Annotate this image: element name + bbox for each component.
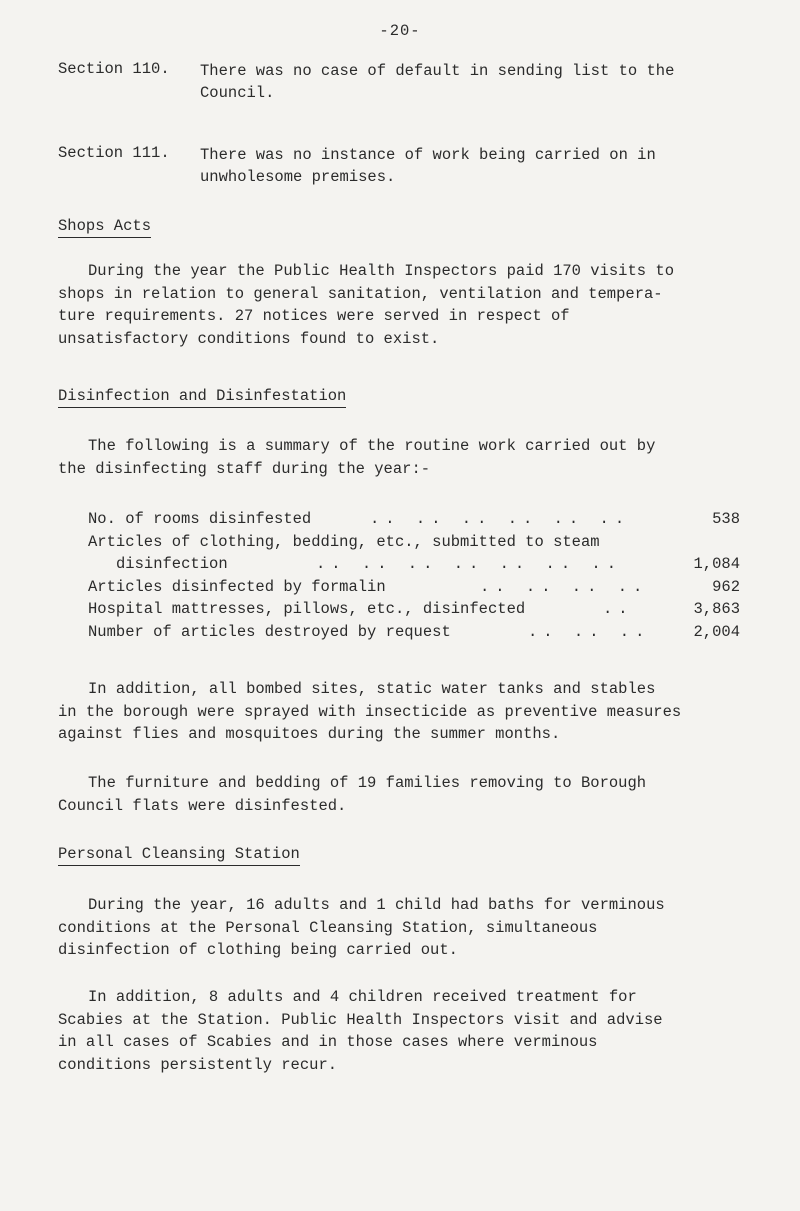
section-110-text (200, 60, 760, 104)
paragraph-line: The furniture and bedding of 19 families removing to Borough (88, 774, 647, 792)
cleansing-paragraph-2 (58, 986, 758, 1076)
row-value: 2,004 (693, 622, 740, 641)
row-label-continued: disinfection (116, 555, 228, 573)
row-label: No. of rooms disinfested (88, 510, 312, 528)
section-110-line: Council. (200, 84, 275, 102)
table-row-continued (88, 553, 748, 576)
furniture-paragraph (58, 772, 758, 817)
table-row (88, 621, 748, 644)
row-label: Articles of clothing, bedding, etc., submitted to steam (88, 532, 600, 551)
leader-dots: .. .. .. .. (480, 577, 649, 596)
paragraph-line: ture requirements. 27 notices were served in respect of (58, 307, 570, 325)
row-label: Hospital mattresses, pillows, etc., disinfected (88, 600, 526, 618)
paragraph-line: in the borough were sprayed with insecticide as preventive measures (58, 702, 682, 721)
row-value: 538 (712, 510, 740, 528)
table-row (88, 598, 748, 621)
table-row (88, 508, 748, 531)
disinfection-heading: Disinfection and Disinfestation (58, 386, 346, 408)
shops-acts-heading: Shops Acts (58, 216, 151, 238)
paragraph-line: Council flats were disinfested. (58, 796, 347, 815)
row-value: 3,863 (693, 600, 740, 618)
paragraph-line: against flies and mosquitoes during the summer months. (58, 725, 561, 743)
page-number: -20- (379, 22, 421, 40)
row-value: 1,084 (693, 555, 740, 573)
leader-dots: .. .. .. (528, 622, 651, 641)
section-111-line: unwholesome premises. (200, 168, 396, 186)
paragraph-line: unsatisfactory conditions found to exist. (58, 329, 440, 348)
paragraph-line: Scabies at the Station. Public Health Inspectors visit and advise (58, 1010, 663, 1029)
paragraph-line: During the year the Public Health Inspectors paid 170 visits to (88, 262, 674, 280)
paragraph-line: disinfection of clothing being carried out. (58, 941, 458, 959)
section-110-label: Section 110. (58, 60, 170, 78)
row-value: 962 (712, 577, 740, 596)
paragraph-line: The following is a summary of the routine work carried out by (88, 437, 656, 455)
cleansing-station-heading: Personal Cleansing Station (58, 844, 300, 866)
shops-acts-paragraph (58, 260, 758, 350)
paragraph-line: conditions at the Personal Cleansing Station, simultaneous (58, 918, 598, 937)
paragraph-line: In addition, all bombed sites, static water tanks and stables (88, 680, 656, 698)
table-row (88, 531, 748, 554)
disinfection-summary-table (88, 508, 748, 643)
row-label: Number of articles destroyed by request (88, 622, 451, 641)
leader-dots: .. .. .. .. .. .. .. (316, 555, 623, 573)
paragraph-line: shops in relation to general sanitation, ventilation and tempera- (58, 284, 663, 303)
section-111-line: There was no instance of work being carried on in (200, 146, 656, 164)
paragraph-line: conditions persistently recur. (58, 1055, 338, 1074)
paragraph-line: in all cases of Scabies and in those cases where verminous (58, 1033, 598, 1051)
section-110-line: There was no case of default in sending list to the (200, 62, 675, 80)
leader-dots: .. (603, 600, 634, 618)
cleansing-paragraph-1 (58, 894, 758, 962)
section-111-text (200, 144, 760, 188)
paragraph-line: the disinfecting staff during the year:- (58, 459, 431, 478)
paragraph-line: In addition, 8 adults and 4 children received treatment for (88, 988, 637, 1006)
table-row (88, 576, 748, 599)
bombed-sites-paragraph (58, 678, 758, 746)
leader-dots: .. .. .. .. .. .. (370, 510, 631, 528)
row-label: Articles disinfected by formalin (88, 577, 386, 596)
paragraph-line: During the year, 16 adults and 1 child had baths for verminous (88, 896, 665, 914)
disinfection-intro (58, 435, 758, 480)
section-111-label: Section 111. (58, 144, 170, 162)
